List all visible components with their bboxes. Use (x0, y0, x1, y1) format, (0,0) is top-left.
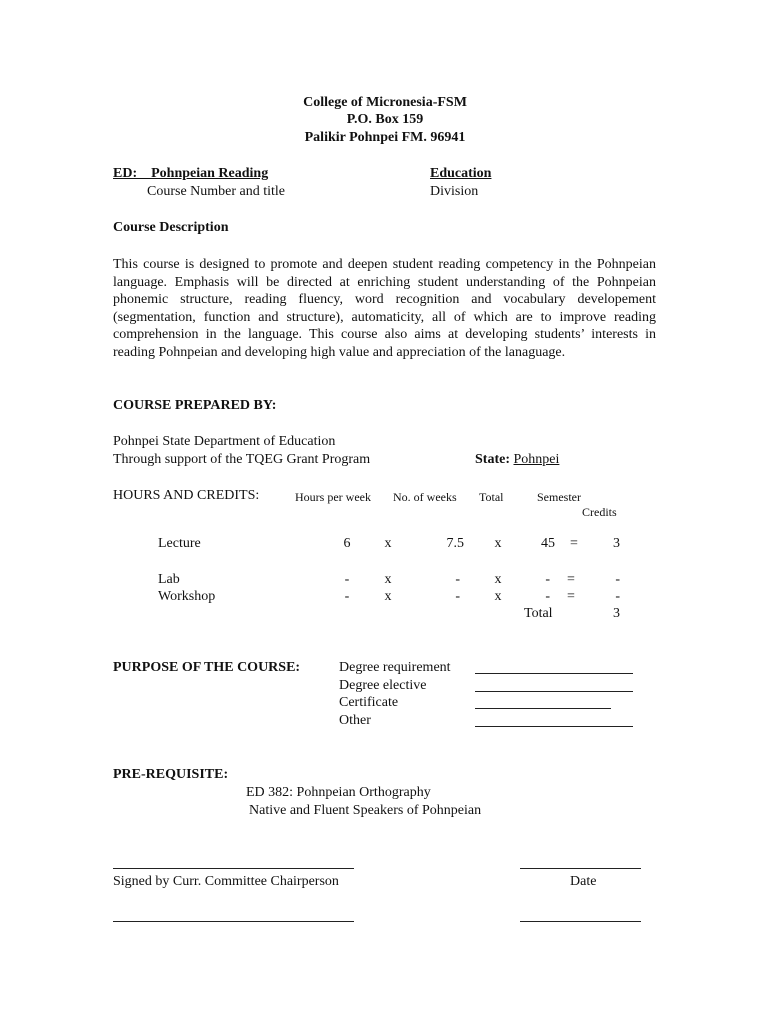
course-code-title: ED: _ Pohnpeian Reading (113, 166, 269, 181)
purpose-heading: PURPOSE OF THE COURSE: (113, 660, 301, 675)
prepared-line-1: Pohnpei State Department of Education (113, 434, 336, 449)
total-label: Total (524, 606, 553, 621)
row-credits: 3 (613, 536, 620, 551)
col-no-of-weeks: No. of weeks (393, 490, 457, 504)
col-hours-per-week: Hours per week (295, 490, 371, 504)
purpose-option-other: Other (339, 713, 371, 728)
course-code-caption: Course Number and title (147, 184, 286, 199)
date-label: Date (570, 874, 597, 889)
row-times-2: x (494, 589, 502, 604)
signature-line-1[interactable] (113, 868, 354, 869)
row-label: Lab (158, 572, 180, 587)
division-name: Education (430, 166, 492, 181)
address: Palikir Pohnpei FM. 96941 (304, 130, 466, 145)
row-total: - (545, 572, 550, 587)
description-heading: Course Description (113, 220, 229, 235)
col-total: Total (479, 490, 504, 504)
row-label: Lecture (158, 536, 201, 551)
row-times-1: x (384, 572, 392, 587)
purpose-option-degree-requirement: Degree requirement (339, 660, 451, 675)
row-total: - (545, 589, 550, 604)
description-text: This course is designed to promote and deepen student reading competency in the Pohnpeian language. Emphasis will be directed at enriching student understanding of the Pohnpeian phonemic structure, reading fluency, word recognition and vocabulary developement (segmentation, function and structure), automaticity, all of which are to improve reading comprehension in the language. This course also aims at developing students’ interests in reading Pohnpeian and developing high value and appreciation of the lanaguage. (113, 257, 656, 360)
col-credits: Credits (582, 505, 617, 519)
row-equals: = (567, 589, 575, 604)
purpose-blank-certificate[interactable] (475, 708, 611, 709)
state-value: Pohnpei (513, 452, 560, 467)
prereq-heading: PRE-REQUISITE: (113, 767, 229, 782)
date-line-2[interactable] (520, 921, 641, 922)
row-credits: - (615, 589, 620, 604)
row-hours: - (344, 572, 350, 587)
row-equals: = (570, 536, 578, 551)
row-total: 45 (541, 536, 555, 551)
state-label: State: (475, 452, 510, 467)
row-times-2: x (494, 572, 502, 587)
prepared-heading: COURSE PREPARED BY: (113, 398, 277, 413)
row-hours: - (344, 589, 350, 604)
date-line-1[interactable] (520, 868, 641, 869)
purpose-blank-other[interactable] (475, 726, 633, 727)
col-semester: Semester (537, 490, 581, 504)
prepared-line-2: Through support of the TQEG Grant Program (113, 452, 371, 467)
purpose-blank-degree-requirement[interactable] (475, 673, 633, 674)
row-hours: 6 (343, 536, 351, 551)
signature-line-2[interactable] (113, 921, 354, 922)
po-box: P.O. Box 159 (346, 112, 424, 127)
row-credits: - (615, 572, 620, 587)
hours-heading: HOURS AND CREDITS: (113, 488, 260, 503)
row-times-1: x (384, 536, 392, 551)
prereq-item-1: ED 382: Pohnpeian Orthography (246, 785, 431, 800)
row-times-1: x (384, 589, 392, 604)
row-times-2: x (494, 536, 502, 551)
row-weeks: 7.5 (446, 536, 464, 551)
total-credits: 3 (613, 606, 620, 621)
row-weeks: - (455, 572, 460, 587)
row-equals: = (567, 572, 575, 587)
purpose-option-certificate: Certificate (339, 695, 399, 710)
prereq-item-2: Native and Fluent Speakers of Pohnpeian (249, 803, 482, 818)
row-weeks: - (455, 589, 460, 604)
division-caption: Division (430, 184, 479, 199)
purpose-blank-degree-elective[interactable] (475, 691, 633, 692)
row-label: Workshop (158, 589, 216, 604)
purpose-option-degree-elective: Degree elective (339, 678, 427, 693)
state-field (475, 451, 559, 468)
college-name: College of Micronesia-FSM (303, 95, 467, 110)
signed-by-label: Signed by Curr. Committee Chairperson (113, 874, 339, 889)
